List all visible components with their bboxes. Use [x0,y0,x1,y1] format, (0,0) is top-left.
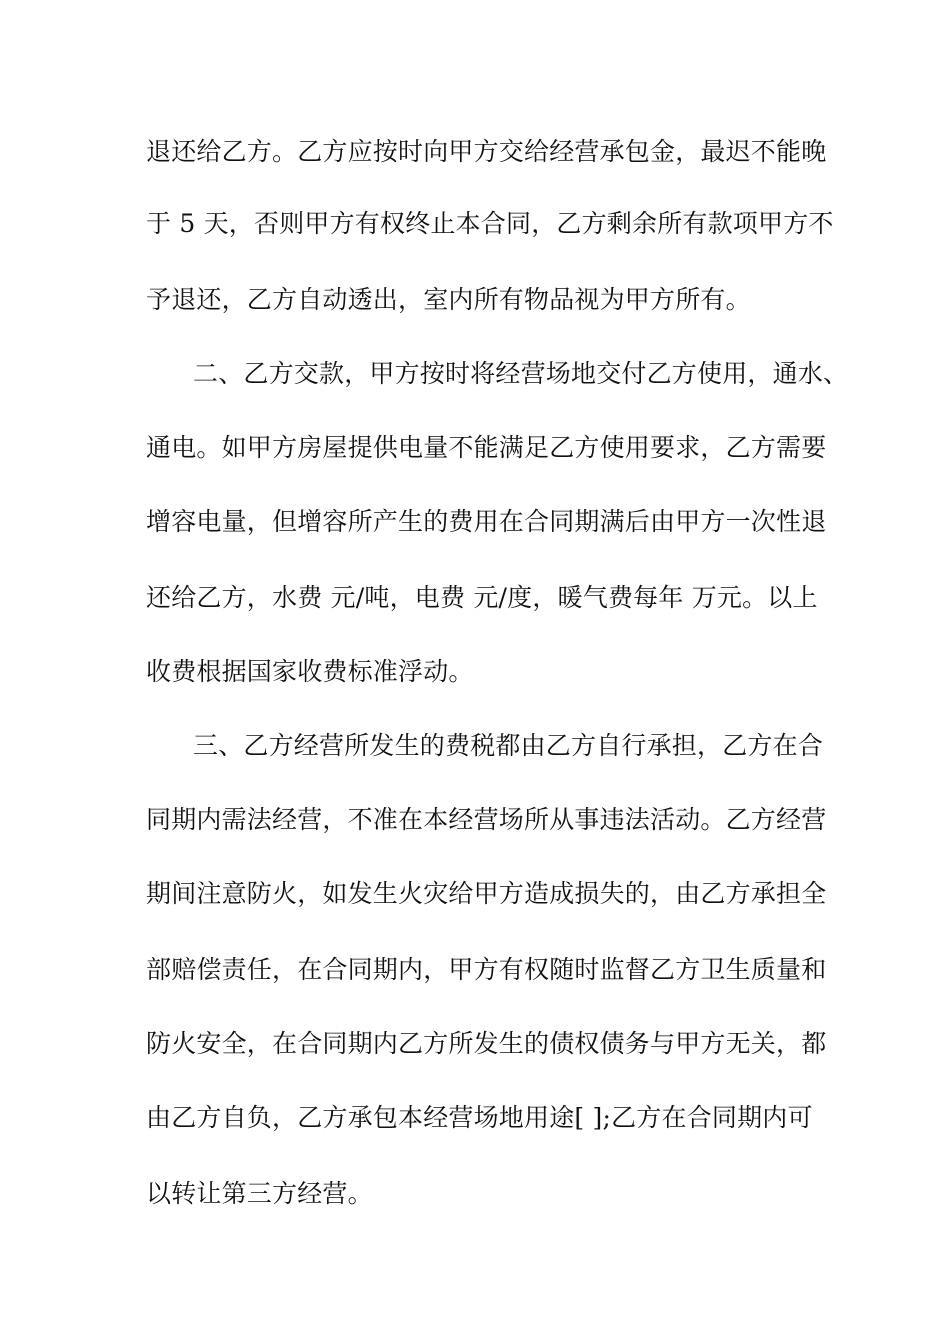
paragraph-3-line-1: 三、乙方经营所发生的费税都由乙方自行承担，乙方在合 [193,731,824,760]
text-line-14: 由乙方自负，乙方承包本经营场地用途[ ];乙方在合同期内可 [146,1103,813,1132]
text-line-3: 予退还，乙方自动透出，室内所有物品视为甲方所有。 [146,285,751,314]
text-line-15: 以转让第三方经营。 [146,1179,373,1208]
text-line-6: 增容电量，但增容所产生的费用在合同期满后由甲方一次性退 [146,507,827,536]
text-line-7: 还给乙方，水费 元/吨，电费 元/度，暖气费每年 万元。以上 [146,583,818,612]
text-line-10: 同期内需法经营，不准在本经营场所从事违法活动。乙方经营 [146,805,827,834]
text-line-12: 部赔偿责任，在合同期内，甲方有权随时监督乙方卫生质量和 [146,955,827,984]
text-line-5: 通电。如甲方房屋提供电量不能满足乙方使用要求，乙方需要 [146,433,827,462]
text-line-1: 退还给乙方。乙方应按时向甲方交给经营承包金，最迟不能晚 [146,137,827,166]
text-line-8: 收费根据国家收费标准浮动。 [146,657,474,686]
text-line-13: 防火安全，在合同期内乙方所发生的债权债务与甲方无关，都 [146,1029,827,1058]
text-line-2: 于 5 天，否则甲方有权终止本合同，乙方剩余所有款项甲方不 [146,209,834,238]
text-line-11: 期间注意防火，如发生火灾给甲方造成损失的，由乙方承担全 [146,879,827,908]
paragraph-2-line-1: 二、乙方交款，甲方按时将经营场地交付乙方使用，通水、 [193,359,849,388]
